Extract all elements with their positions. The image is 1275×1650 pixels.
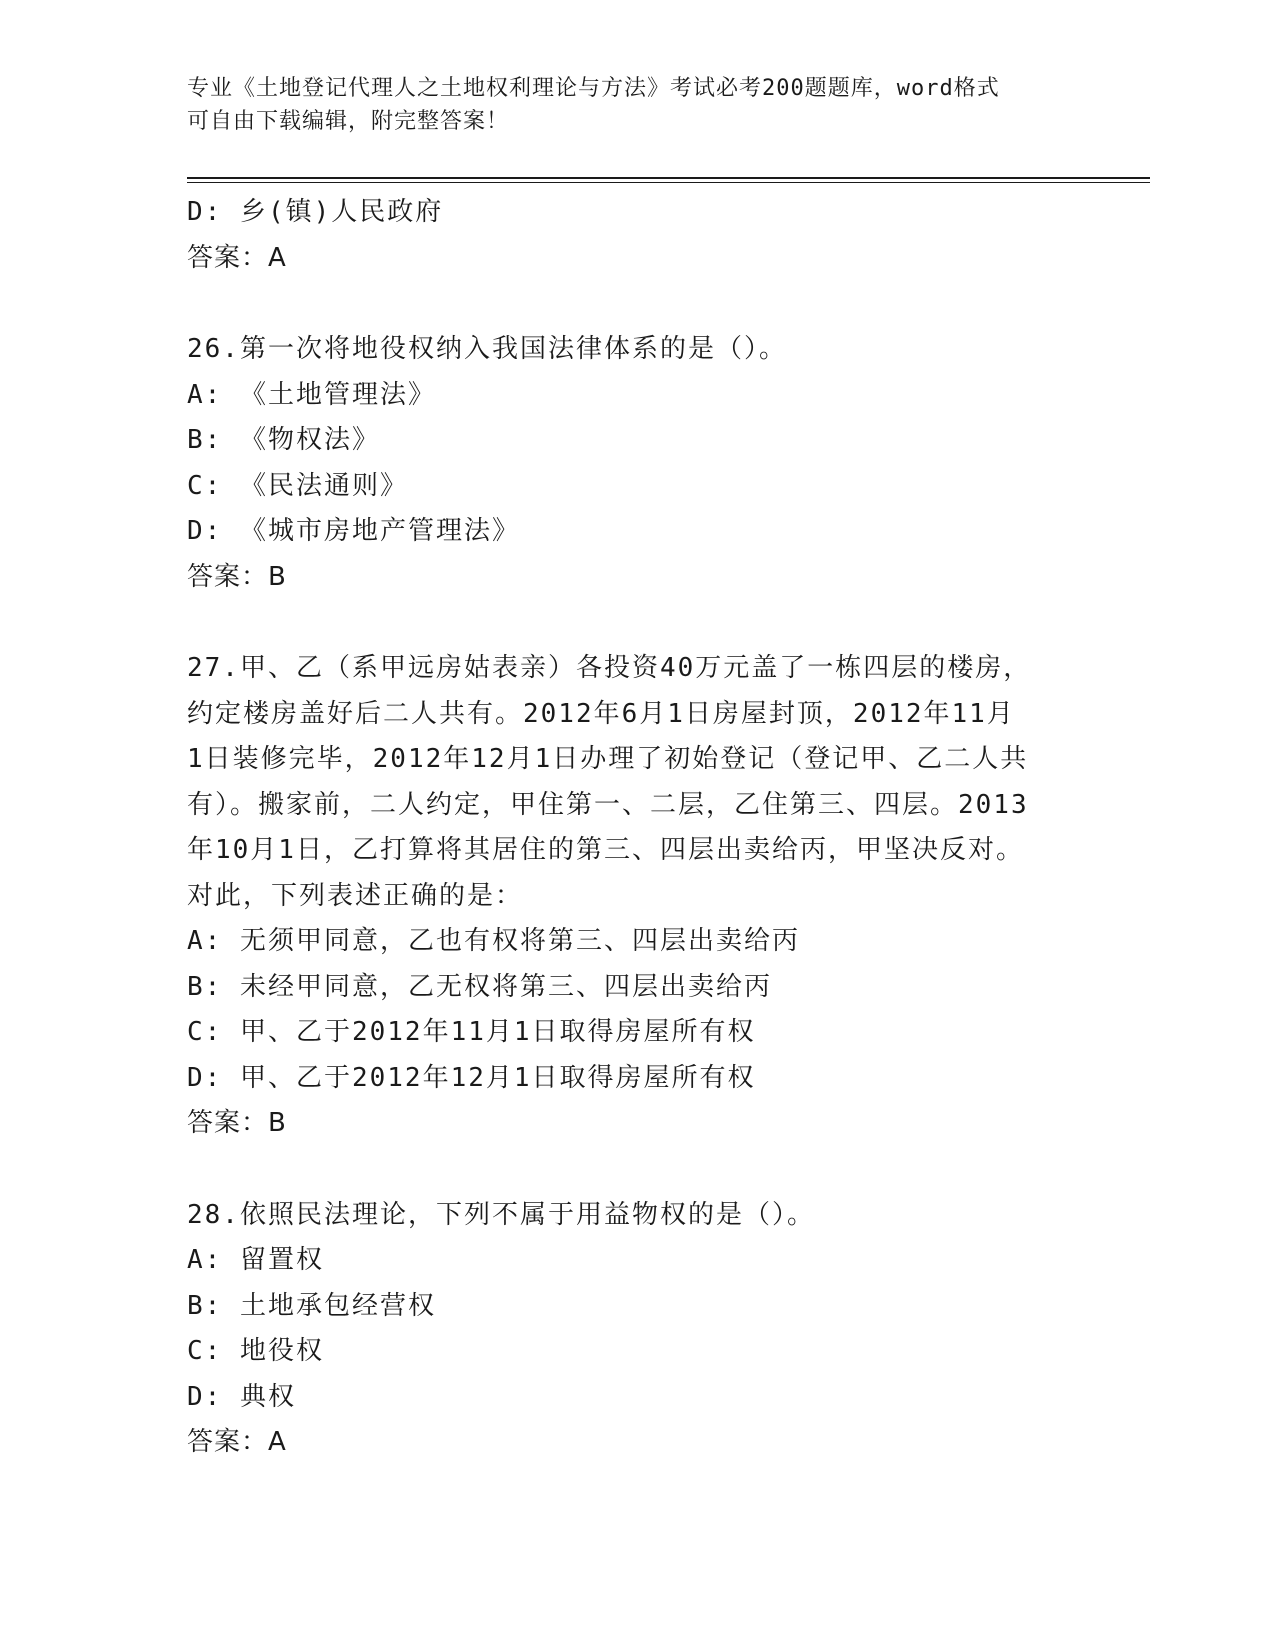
- question-stem: 26.第一次将地役权纳入我国法律体系的是（）。: [187, 334, 787, 364]
- question-stem-line: 有）。搬家前，二人约定，甲住第一、二层，乙住第三、四层。2013: [187, 789, 1029, 820]
- option-b: B: 《物权法》: [187, 425, 380, 455]
- document-body: [187, 190, 1087, 1466]
- spacer: [187, 281, 1087, 327]
- option-d: D: 《城市房地产管理法》: [187, 516, 520, 546]
- header-divider-thin: [187, 182, 1150, 183]
- question-27: [187, 646, 1087, 1147]
- question-26: [187, 327, 1087, 600]
- option-a: A: 《土地管理法》: [187, 379, 436, 410]
- question-stem-line: 对此，下列表述正确的是：: [187, 880, 524, 911]
- answer-line: 答案：B: [187, 1108, 287, 1138]
- option-b: B: 土地承包经营权: [187, 1290, 436, 1321]
- question-28: [187, 1193, 1087, 1466]
- option-c: C: 《民法通则》: [187, 470, 408, 501]
- header-line-1: 专业《土地登记代理人之土地权利理论与方法》考试必考200题题库，word格式: [187, 76, 1000, 101]
- option-d: D: 甲、乙于2012年12月1日取得房屋所有权: [187, 1062, 756, 1093]
- option-a: A: 无须甲同意，乙也有权将第三、四层出卖给丙: [187, 926, 800, 956]
- spacer: [187, 1147, 1087, 1193]
- question-stem-line: 1日装修完毕，2012年12月1日办理了初始登记（登记甲、乙二人共: [187, 744, 1029, 774]
- header-divider-thick: [187, 177, 1150, 179]
- answer-line: 答案：B: [187, 561, 287, 592]
- option-d: D: 乡(镇)人民政府: [187, 197, 444, 227]
- option-c: C: 地役权: [187, 1336, 324, 1366]
- option-a: A: 留置权: [187, 1245, 324, 1275]
- document-header: [187, 72, 1087, 138]
- spacer: [187, 600, 1087, 646]
- question-stem: 28.依照民法理论，下列不属于用益物权的是（）。: [187, 1199, 815, 1230]
- answer-line: 答案：A: [187, 242, 287, 273]
- question-stem-line: 27.甲、乙（系甲远房姑表亲）各投资40万元盖了一栋四层的楼房，: [187, 653, 1032, 683]
- option-b: B: 未经甲同意，乙无权将第三、四层出卖给丙: [187, 971, 772, 1002]
- header-line-2: 可自由下载编辑，附完整答案！: [187, 109, 510, 134]
- previous-question-tail: [187, 190, 1087, 281]
- answer-line: 答案：A: [187, 1427, 287, 1457]
- question-stem-line: 年10月1日，乙打算将其居住的第三、四层出卖给丙，甲坚决反对。: [187, 835, 1024, 865]
- option-d: D: 典权: [187, 1381, 296, 1412]
- option-c: C: 甲、乙于2012年11月1日取得房屋所有权: [187, 1017, 756, 1047]
- question-stem-line: 约定楼房盖好后二人共有。2012年6月1日房屋封顶，2012年11月: [187, 698, 1015, 729]
